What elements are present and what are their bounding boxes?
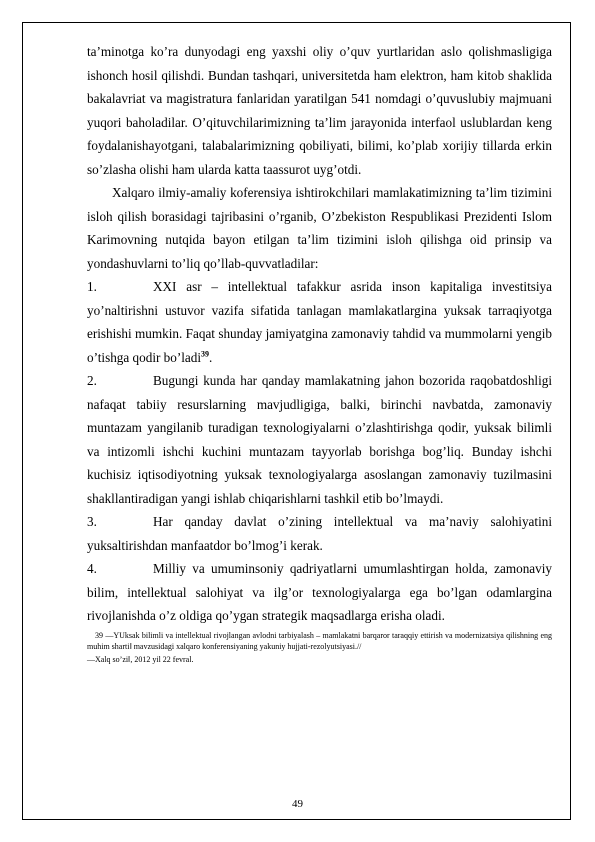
document-body — [87, 40, 552, 665]
footnote-source: ―Xalq so’zi‖, 2012 yil 22 fevral. — [87, 654, 194, 664]
page-number: 49 — [292, 798, 303, 810]
list-text: Bugungi kunda har qanday mamlakatning jahon bozorida raqobatdoshligi nafaqat tabiiy resurslarning mavjudligiga, balki, birinchi navbatda, zamonaviy muntazam yangilanib turadigan texnologiyalarni o’zlashtirishga qodir, yuksak bilimli va intizomli ishchi kuchini muntazam tayyorlab borishga bog’liq. Bunday ishchi kuchisiz iqtisodiyotning yuksak texnologiyalarga asoslangan zamonaviy tuzilmasini shakllantiradigan yangi ishlab chiqarishlarni tashkil etib bo’lmaydi. — [87, 373, 552, 506]
list-number: 1. — [87, 279, 97, 294]
list-number: 2. — [87, 373, 97, 388]
list-text: XXI asr – intellektual tafakkur asrida inson kapitaliga investitsiya yo’naltirishni ustuvor vazifa sifatida tanlagan mamlakatlargina yuksak tarraqiyotga erishishi mumkin. Faqat shunday jamiyatgina zamonaviy tahdid va mummolarni yengib o’tishga qodir bo’ladi — [87, 279, 552, 365]
list-item-2 — [87, 369, 552, 510]
list-text: Har qanday davlat o’zining intellektual va ma’naviy salohiyatini yuksaltirishdan manfaatdor bo’lmog’i kerak. — [87, 514, 552, 553]
list-item-1 — [87, 275, 552, 369]
list-number: 4. — [87, 561, 97, 576]
list-item-3 — [87, 510, 552, 557]
paragraph-2: Xalqaro ilmiy-amaliy koferensiya ishtirokchilari mamlakatimizning ta’lim tizimini isloh qilish borasidagi tajribasini o’rganib, O’zbekiston Respublikasi Prezidenti Islom Karimovning nutqida bayon etilgan ta’lim tizimini isloh qilishga oid prinsip va yondashuvlarni to’liq qo’llab-quvvatladilar: — [87, 185, 552, 271]
footnote-text: 39 ―YUksak bilimli va intellektual rivojlangan avlodni tarbiyalash – mamlakatni barqaror taraqqiy ettirish va modernizatsiya qilishning eng muhim sharti‖ mavzusidagi xalqaro konferensiyaning yakuniy hujjati-rezolyutsiyasi.// — [87, 630, 552, 651]
list-text-end: . — [209, 349, 213, 365]
list-text: Milliy va umuminsoniy qadriyatlarni umumlashtirgan holda, zamonaviy bilim, intellektual salohiyat va ilg’or texnologiyalarga ega bo’lgan odamlargina rivojlanishda o’z oldiga qo’ygan strategik maqsadlarga erisha oladi. — [87, 561, 552, 623]
list-number: 3. — [87, 514, 97, 529]
list-item-4 — [87, 557, 552, 628]
paragraph-1: ta’minotga ko’ra dunyodagi eng yaxshi oliy o’quv yurtlaridan aslo qolishmasligiga ishonch hosil qilishdi. Bundan tashqari, universitetda ham elektron, ham kitob shaklida bakalavriat va magistratura fanlaridan yaratilgan 541 nomdagi o’quvuslubiy majmuani yuqori baholadilar. O’qituvchilarimizning ta’lim jarayonida interfaol uslublardan keng foydalanishayotgani, talabalarimizning qobiliyati, bilimi, ko’plab xorijiy tillarda erkin so’zlasha olishi ham ularda katta taassurot uyg’otdi. — [87, 44, 552, 177]
footnote — [87, 630, 552, 652]
footnote-ref: 39 — [201, 349, 210, 359]
